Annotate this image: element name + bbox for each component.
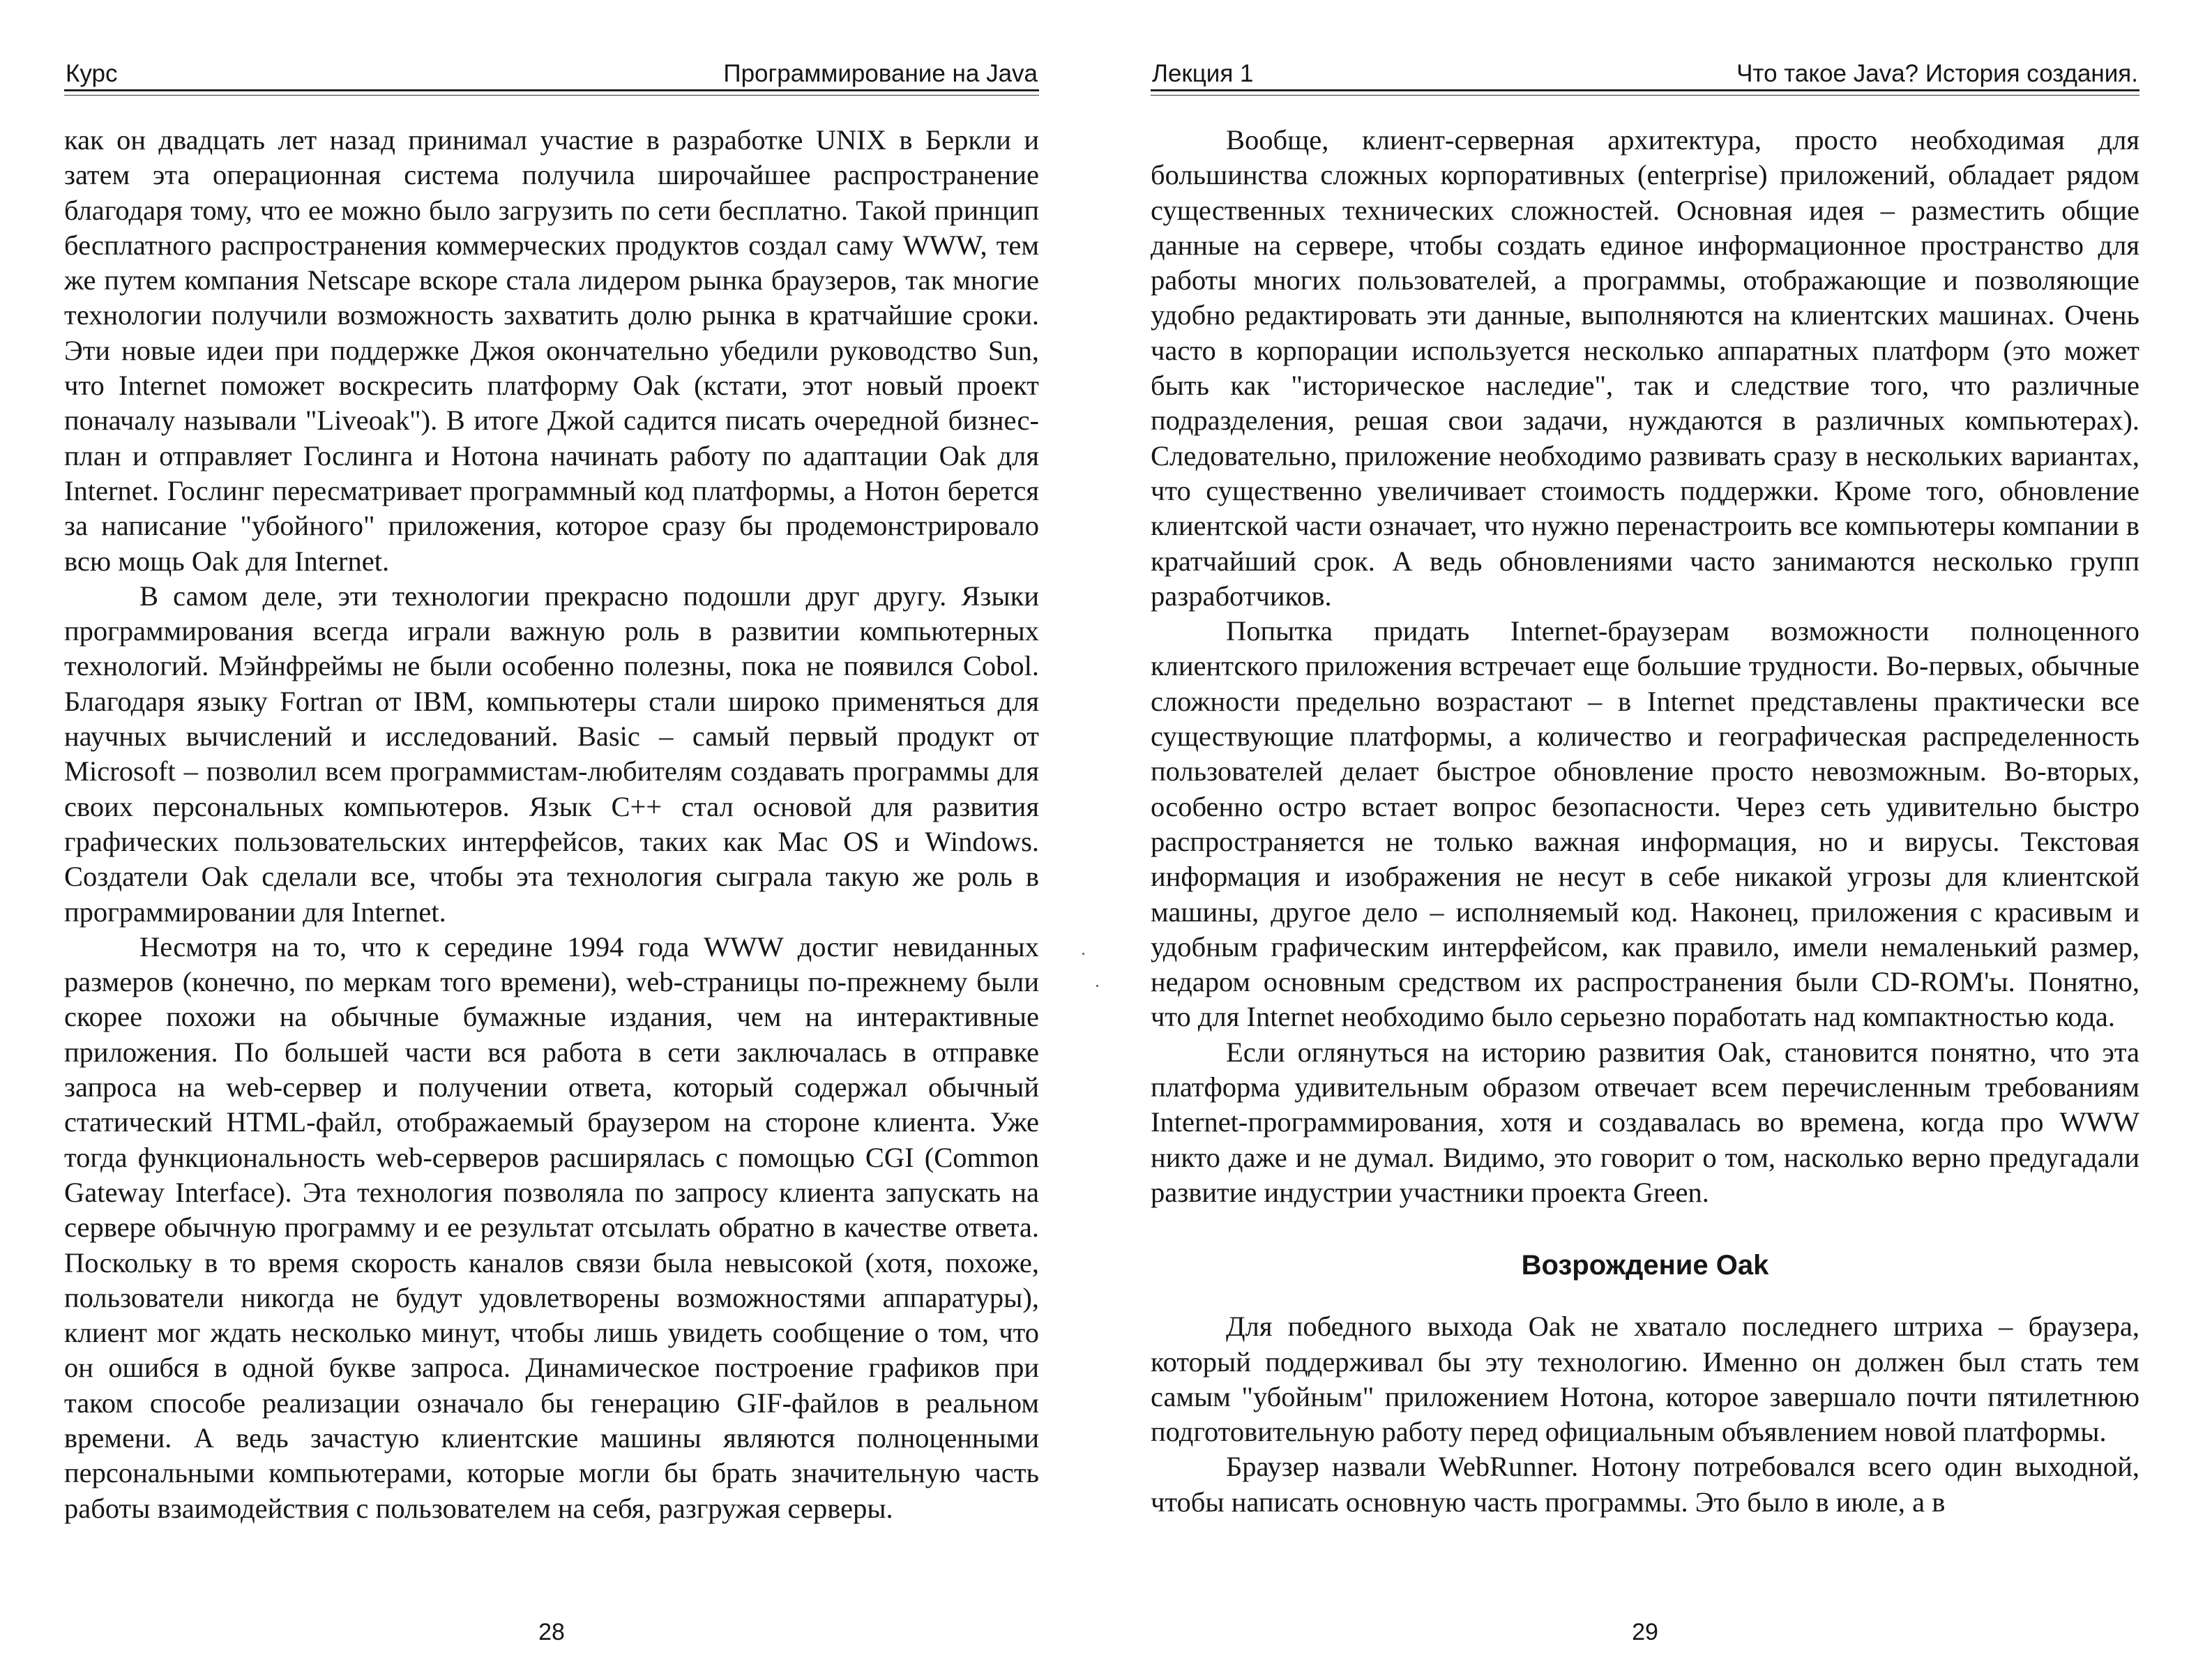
paragraph: Несмотря на то, что к середине 1994 года WWW достиг невиданных размеров (конечно, по меркам того времени), web-страницы по-прежнему были скорее похожи на обычные бумажные издания, чем на интерактивные приложения. По большей части вся работа в сети заключалась в отправке запроса на web-сервер и получении ответа, который содержал обычный статический HTML-файл, отображаемый браузером на стороне клиента. Уже тогда функциональность web-серверов расширялась с помощью CGI (Common Gateway Interface). Эта технология позволяла по запросу клиента запускать на сервере обычную программу и ее результат отсылать обратно в качестве ответа. Поскольку в то время скорость каналов связи была невысокой (хотя, похоже, пользователи никогда не будут удовлетворены возможностями аппаратуры), клиент мог ждать несколько минут, чтобы лишь увидеть сообщение о том, что он ошибся в одной букве запроса. Динамическое построение графиков при таком способе реализации означало бы генерацию GIF-файлов в реальном времени. А ведь зачастую клиентские машины являются полноценными персональными компьютерами, которые могли бы брать значительную часть работы взаимодействия с пользователем на себя, разгружая серверы.: [64, 930, 1039, 1524]
paragraph: Если оглянуться на историю развития Oak, становится понятно, что эта платформа удивительным образом отвечает всем перечисленным требованиям Internet-программирования, хотя и создавалась во времена, когда про WWW никто даже и не думал. Видимо, это говорит о том, насколько верно предугадали развитие индустрии участники проекта Green.: [1151, 1036, 2139, 1208]
paragraph: Попытка придать Internet-браузерам возможности полноценного клиентского приложения встречает еще большие трудности. Во-первых, обычные сложности предельно возрастают – в Internet представлены практически все существующие платформы, а количество и географическая распределенность пользователей делает быстрое обновление просто невозможным. Во-вторых, особенно остро встает вопрос безопасности. Через сеть удивительно быстро распространяется не только важная информация, но и вирусы. Текстовая информация и изображения не несут в себе никакой угрозы для клиентской машины, другое дело – исполняемый код. Наконец, приложения с красивым и удобным графическим интерфейсом, как правило, имели немаленький размер, недаром основным средством их распространения были CD-ROM'ы. Понятно, что для Internet необходимо было серьезно поработать над компактностью кода.: [1151, 615, 2139, 1033]
paragraph: Для победного выхода Oak не хватало последнего штриха – браузера, который поддерживал бы эту технологию. Именно он должен был стать тем самым "убойным" приложением Нотона, которое завершало почти пятилетнюю подготовительную работу перед официальным объявлением новой платформы.: [1151, 1311, 2139, 1448]
left-page: [64, 0, 1039, 1667]
left-body-text: [64, 123, 1039, 1526]
right-running-head: [1151, 59, 2139, 91]
scan-speck: [1082, 953, 1084, 955]
paragraph: Вообще, клиент-серверная архитектура, просто необходимая для большинства сложных корпоративных (enterprise) приложений, обладает рядом существенных технических сложностей. Основная идея – разместить общие данные на сервере, чтобы создать единое информационное пространство для работы многих пользователей, а программы, отображающие и позволяющие удобно редактировать эти данные, выполняются на клиентских машинах. Очень часто в корпорации используется несколько аппаратных платформ (это может быть как "историческое наследие", так и следствие того, что различные подразделения, решая свои задачи, нуждаются в различных компьютерах). Следовательно, приложение необходимо развивать сразу в нескольких вариантах, что существенно увеличивает стоимость поддержки. Кроме того, обновление клиентской части означает, что нужно перенастроить все компьютеры компании в кратчайший срок. А ведь обновлениями часто занимаются несколько групп разработчиков.: [1151, 124, 2139, 612]
right-page: [1151, 0, 2139, 1667]
scan-speck: [1096, 985, 1098, 987]
right-body-text: [1151, 123, 2139, 1520]
paragraph: Браузер назвали WebRunner. Нотону потребовался всего один выходной, чтобы написать основную часть программы. Это было в июле, а в: [1151, 1451, 2139, 1518]
course-title: Программирование на Java: [723, 60, 1038, 87]
left-running-head: [64, 59, 1039, 91]
page-number: 28: [538, 1619, 565, 1645]
lecture-label: Лекция 1: [1152, 60, 1254, 87]
page-number: 29: [1632, 1619, 1658, 1645]
section-heading: Возрождение Oak: [1521, 1250, 1769, 1281]
lecture-title: Что такое Java? История создания.: [1736, 60, 2138, 87]
paragraph: как он двадцать лет назад принимал участие в разработке UNIX в Беркли и затем эта операционная система получила широчайшее распространение благодаря тому, что ее можно было загрузить по сети бесплатно. Такой принцип бесплатного распространения коммерческих продуктов создал саму WWW, тем же путем компания Netscape вскоре стала лидером рынка браузеров, так многие технологии получили возможность захватить долю рынка в кратчайшие сроки. Эти новые идеи при поддержке Джоя окончательно убедили руководство Sun, что Internet поможет воскресить платформу Oak (кстати, этот новый проект поначалу называли "Liveoak"). В итоге Джой садится писать очередной бизнес-план и отправляет Гослинга и Нотона начинать работу по адаптации Oak для Internet. Гослинг пересматривает программный код платформы, а Нотон берется за написание "убойного" приложения, которое сразу бы продемонстрировало всю мощь Oak для Internet.: [64, 124, 1039, 577]
paragraph: В самом деле, эти технологии прекрасно подошли друг другу. Языки программирования всегда играли важную роль в развитии компьютерных технологий. Мэйнфреймы не были особенно полезны, пока не появился Cobol. Благодаря языку Fortran от IBM, компьютеры стали широко применяться для научных вычислений и исследований. Basic – самый первый продукт от Microsoft – позволил всем программистам-любителям создавать программы для своих персональных компьютеров. Язык C++ стал основой для развития графических пользовательских интерфейсов, таких как Mac OS и Windows. Создатели Oak сделали все, чтобы эта технология сыграла такую же роль в программировании для Internet.: [64, 580, 1039, 928]
course-label: Курс: [66, 60, 118, 87]
